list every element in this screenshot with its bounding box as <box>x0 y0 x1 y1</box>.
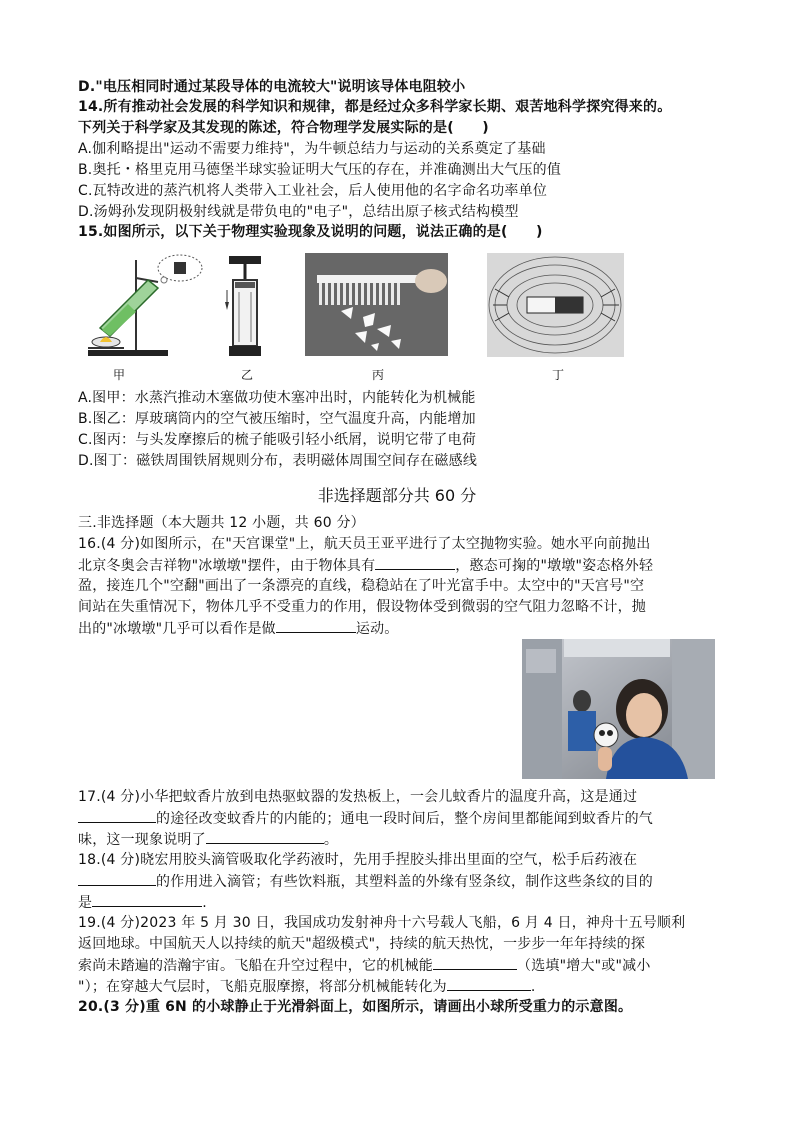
q20-line1: 20.(3 分)重 6N 的小球静止于光滑斜面上，如图所示，请画出小球所受重力的示意图。 <box>78 999 633 1015</box>
q16-line2 <box>78 555 653 576</box>
figure-yi-caption: 乙 <box>241 368 254 382</box>
q16-line5-part1: 出的"冰墩墩"几乎可以看作是做 <box>78 621 276 637</box>
space-station-photo <box>522 639 715 779</box>
q16-line5 <box>78 618 399 639</box>
q18-blank-1[interactable] <box>78 871 156 886</box>
q15-option-b: B.图乙：厚玻璃筒内的空气被压缩时，空气温度升高，内能增加 <box>78 411 476 427</box>
figure-ding-caption: 丁 <box>552 368 565 382</box>
q14-stem-line2: 下列关于科学家及其发现的陈述，符合物理学发展实际的是( ) <box>78 120 489 136</box>
q17-line1: 17.(4 分)小华把蚊香片放到电热驱蚊器的发热板上，一会儿蚊香片的温度升高，这是通过 <box>78 789 638 805</box>
q17-line3-part1: 味，这一现象说明了 <box>78 832 206 848</box>
q19-line4 <box>78 976 536 997</box>
q15-option-d: D.图丁：磁铁周围铁屑规则分布，表明磁体周围空间存在磁感线 <box>78 453 478 469</box>
figure-yi-glass-cylinder <box>225 252 265 360</box>
q19-blank-1[interactable] <box>433 955 517 970</box>
q18-line2-text: 的作用进入滴管；有些饮料瓶，其塑料盖的外缘有竖条纹，制作这些条纹的目的 <box>156 874 653 890</box>
q14-option-a: A.伽利略提出"运动不需要力维持"，为牛顿总结力与运动的关系奠定了基础 <box>78 141 546 157</box>
q14-stem-line1: 14.所有推动社会发展的科学知识和规律，都是经过众多科学家长期、艰苦地科学探究得来的。 <box>78 99 672 115</box>
q17-line3-part2: 。 <box>323 832 339 848</box>
figure-ding-magnet-filings <box>487 253 624 357</box>
q16-line1: 16.(4 分)如图所示，在"天宫课堂"上，航天员王亚平进行了太空抛物实验。她水平向前抛出 <box>78 536 651 552</box>
q19-line1: 19.(4 分)2023 年 5 月 30 日，我国成功发射神舟十六号载人飞船，6 月 4 日，神舟十五号顺利 <box>78 915 686 931</box>
q16-blank-1[interactable] <box>375 555 455 570</box>
q18-line1: 18.(4 分)晓宏用胶头滴管吸取化学药液时，先用手捏胶头排出里面的空气，松手后药液在 <box>78 852 638 868</box>
q19-line3 <box>78 955 651 976</box>
q19-line2: 返回地球。中国航天人以持续的航天"超级模式"，持续的航天热忱，一步步一年年持续的探 <box>78 936 646 952</box>
q18-line3 <box>78 892 207 913</box>
figure-bing-caption: 丙 <box>372 368 385 382</box>
q13-option-d: D."电压相同时通过某段导体的电流较大"说明该导体电阻较小 <box>78 79 466 95</box>
q19-line3-part1: 索尚未踏遍的浩瀚宇宙。飞船在升空过程中，它的机械能 <box>78 958 433 974</box>
section-title: 非选择题部分共 60 分 <box>317 486 477 505</box>
q16-line3: 盈，接连几个"空翻"画出了一条漂亮的直线，稳稳站在了叶光富手中。太空中的"天宫号"空 <box>78 578 645 594</box>
q14-option-d: D.汤姆孙发现阴极射线就是带负电的"电子"，总结出原子核式结构模型 <box>78 204 519 220</box>
q17-blank-1[interactable] <box>78 808 156 823</box>
figure-jia-steam-tube <box>78 250 208 362</box>
q14-option-b: B.奥托・格里克用马德堡半球实验证明大气压的存在，并准确测出大气压的值 <box>78 162 562 178</box>
q15-stem: 15.如图所示，以下关于物理实验现象及说明的问题，说法正确的是( ) <box>78 224 543 240</box>
q16-line5-part2: 运动。 <box>355 621 399 637</box>
q15-option-a: A.图甲：水蒸汽推动木塞做功使木塞冲出时，内能转化为机械能 <box>78 390 476 406</box>
q18-line3-part1: 是 <box>78 895 93 911</box>
q16-blank-2[interactable] <box>276 618 356 633</box>
q18-line3-part2: . <box>202 895 207 911</box>
q19-line4-part2: . <box>530 979 536 995</box>
q14-option-c: C.瓦特改进的蒸汽机将人类带入工业社会，后人使用他的名字命名功率单位 <box>78 183 548 199</box>
q19-blank-2[interactable] <box>447 976 531 991</box>
q16-line2-part1: 北京冬奥会吉祥物"冰墩墩"摆件，由于物体具有 <box>78 558 376 574</box>
figure-bing-comb-paper <box>305 253 448 356</box>
figure-jia-caption: 甲 <box>113 368 126 382</box>
q17-line2-text: 的途径改变蚊香片的内能的；通电一段时间后，整个房间里都能闻到蚊香片的气 <box>156 811 653 827</box>
q15-option-c: C.图丙：与头发摩擦后的梳子能吸引轻小纸屑，说明它带了电荷 <box>78 432 477 448</box>
q16-line2-part2: ，憨态可掬的"墩墩"姿态格外轻 <box>455 558 654 574</box>
q17-line2 <box>78 808 653 829</box>
q17-line3 <box>78 829 338 850</box>
q18-blank-2[interactable] <box>92 892 202 907</box>
q19-line3-part2: （选填"增大"或"减小 <box>517 958 651 974</box>
q17-blank-2[interactable] <box>206 829 324 844</box>
q19-line4-part1: "）；在穿越大气层时，飞船克服摩擦，将部分机械能转化为 <box>78 979 447 995</box>
section-heading: 三.非选择题（本大题共 12 小题，共 60 分） <box>78 515 365 531</box>
q16-line4: 间站在失重情况下，物体几乎不受重力的作用，假设物体受到微弱的空气阻力忽略不计，抛 <box>78 599 646 615</box>
q18-line2 <box>78 871 653 892</box>
